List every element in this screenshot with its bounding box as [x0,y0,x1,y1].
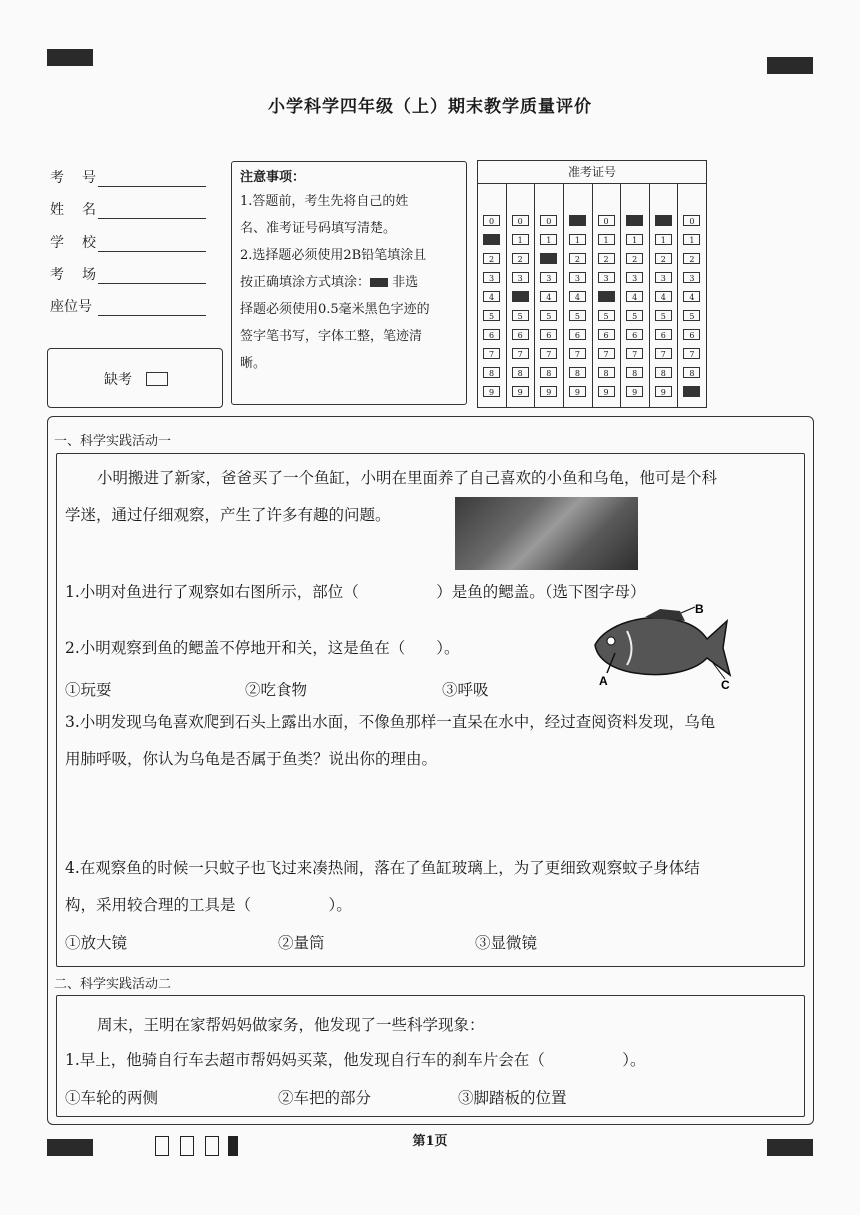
exam-id-bubble[interactable]: 5 [683,310,700,321]
section1-intro-line2: 学迷，通过仔细观察，产生了许多有趣的问题。 [65,506,391,524]
exam-id-bubble[interactable]: 7 [626,348,643,359]
q1-2-option-1: ①玩耍 [65,681,112,699]
registration-mark-top-left [47,49,93,66]
exam-id-bubble[interactable]: 5 [655,310,672,321]
exam-id-bubble[interactable]: 4 [569,291,586,302]
fish-tank-photo [455,497,638,570]
exam-id-bubble[interactable]: 7 [598,348,615,359]
exam-id-bubble[interactable]: 0 [655,215,672,226]
exam-id-bubble[interactable]: 7 [569,348,586,359]
exam-id-bubble[interactable]: 9 [683,386,700,397]
fill-example-swatch [370,278,388,287]
fish-label-b: B [695,603,704,616]
question-1-3-line1: 3.小明发现乌龟喜欢爬到石头上露出水面，不像鱼那样一直呆在水中，经过查阅资料发现，乌龟 [65,713,716,731]
exam-id-bubble[interactable]: 4 [483,291,500,302]
question-1-4-line2: 构，采用较合理的工具是（ ）。 [65,896,352,914]
exam-id-bubble[interactable]: 5 [483,310,500,321]
exam-id-bubble[interactable]: 8 [655,367,672,378]
info-field-exam-room[interactable]: 考 场 [50,264,206,284]
exam-id-bubble[interactable]: 5 [626,310,643,321]
exam-id-bubble[interactable]: 8 [598,367,615,378]
absent-checkbox[interactable] [146,372,168,386]
exam-id-bubble[interactable]: 2 [626,253,643,264]
exam-id-column-3 [535,184,564,407]
info-field-name[interactable]: 姓 名 [50,199,206,219]
section1-heading: 一、科学实践活动一 [54,434,172,449]
exam-id-bubble[interactable]: 6 [683,329,700,340]
exam-id-bubble[interactable]: 1 [512,234,529,245]
exam-id-column-5 [593,184,622,407]
exam-id-bubble[interactable]: 7 [655,348,672,359]
exam-id-bubble[interactable]: 2 [598,253,615,264]
fish-diagram [585,603,735,693]
fish-label-a: A [599,674,608,688]
exam-id-column-7 [650,184,679,407]
exam-id-bubble[interactable]: 4 [512,291,529,302]
q1-2-option-3: ③呼吸 [442,681,489,699]
exam-id-bubble[interactable]: 3 [626,272,643,283]
q1-3-answer-area[interactable] [65,782,795,842]
exam-id-bubble[interactable]: 3 [655,272,672,283]
exam-id-bubble[interactable]: 7 [540,348,557,359]
exam-id-bubble[interactable]: 2 [483,253,500,264]
q2-1-option-1: ①车轮的两侧 [65,1089,159,1107]
exam-id-column-1 [478,184,507,407]
absent-box [47,348,223,408]
exam-id-bubble[interactable]: 6 [655,329,672,340]
exam-id-bubble[interactable]: 0 [598,215,615,226]
q1-4-option-3: ③显微镜 [475,934,538,952]
exam-id-bubble[interactable]: 0 [569,215,586,226]
exam-id-bubble[interactable]: 4 [598,291,615,302]
exam-id-bubble[interactable]: 9 [540,386,557,397]
question-1-1: 1.小明对鱼进行了观察如右图所示，部位（ ）是鱼的鳃盖。（选下图字母） [65,583,646,601]
exam-id-bubble[interactable]: 9 [655,386,672,397]
exam-id-bubble[interactable]: 3 [569,272,586,283]
q1-2-option-2: ②吃食物 [245,681,308,699]
q1-4-option-2: ②量筒 [278,934,325,952]
exam-id-bubble[interactable]: 6 [540,329,557,340]
exam-id-bubble[interactable]: 9 [569,386,586,397]
exam-id-bubble[interactable]: 9 [483,386,500,397]
section2-heading: 二、科学实践活动二 [54,977,172,992]
exam-id-bubble[interactable]: 1 [626,234,643,245]
exam-id-bubble[interactable]: 1 [569,234,586,245]
exam-id-bubble[interactable]: 7 [512,348,529,359]
exam-id-column-8 [678,184,706,407]
exam-id-bubble[interactable]: 8 [569,367,586,378]
exam-id-bubble[interactable]: 8 [512,367,529,378]
exam-id-bubble[interactable]: 4 [683,291,700,302]
exam-id-bubble[interactable]: 9 [626,386,643,397]
exam-id-bubble[interactable]: 0 [540,215,557,226]
exam-id-bubble[interactable]: 2 [540,253,557,264]
absent-label: 缺考 [104,372,132,388]
exam-id-column-2 [507,184,536,407]
exam-id-bubble[interactable]: 6 [483,329,500,340]
question-1-2: 2.小明观察到鱼的鳃盖不停地开和关，这是鱼在（ ）。 [65,639,460,657]
exam-id-bubble[interactable]: 1 [655,234,672,245]
exam-id-bubble[interactable]: 4 [655,291,672,302]
exam-id-bubble[interactable]: 8 [540,367,557,378]
page-number: 第1页 [412,1134,448,1149]
exam-id-bubble[interactable]: 4 [540,291,557,302]
page-title: 小学科学四年级（上）期末教学质量评价 [268,97,592,117]
exam-id-bubble[interactable]: 9 [598,386,615,397]
exam-id-bubble[interactable]: 4 [626,291,643,302]
exam-id-bubble[interactable]: 3 [483,272,500,283]
exam-id-bubble[interactable]: 5 [569,310,586,321]
exam-id-bubble[interactable]: 3 [683,272,700,283]
section2-intro: 周末，王明在家帮妈妈做家务，他发现了一些科学现象： [97,1016,485,1034]
exam-id-bubble[interactable]: 3 [598,272,615,283]
fish-label-c: C [721,678,730,692]
exam-id-bubble[interactable]: 7 [483,348,500,359]
exam-id-bubble[interactable]: 1 [483,234,500,245]
exam-id-bubble[interactable]: 8 [683,367,700,378]
exam-id-bubble[interactable]: 0 [626,215,643,226]
exam-id-bubble[interactable]: 0 [483,215,500,226]
q2-1-option-2: ②车把的部分 [278,1089,372,1107]
exam-id-bubble[interactable]: 5 [540,310,557,321]
exam-id-bubble[interactable]: 8 [483,367,500,378]
exam-id-bubble[interactable]: 6 [512,329,529,340]
notice-heading: 注意事项： [240,170,306,185]
question-1-4-line1: 4.在观察鱼的时候一只蚊子也飞过来凑热闹，落在了鱼缸玻璃上，为了更细致观察蚊子身体结 [65,859,700,877]
exam-id-bubble[interactable]: 2 [569,253,586,264]
info-field-seat[interactable]: 座位号 [50,296,206,316]
exam-id-bubble[interactable]: 1 [540,234,557,245]
notice-box: 注意事项： 1.答题前，考生先将自己的姓 名、准考证号码填写清楚。 2.选择题必须使用2B铅笔填涂且 按正确填涂方式填涂： 非选 择题必须使用0.5毫米黑色字迹的 签字笔书写，字体工整，笔迹清 晰。 [231,161,467,405]
exam-id-bubble[interactable]: 0 [683,215,700,226]
exam-id-bubble[interactable]: 2 [512,253,529,264]
exam-id-grid [477,160,707,408]
info-field-exam-number[interactable]: 考 号 [50,167,206,187]
exam-id-bubble[interactable]: 5 [598,310,615,321]
exam-id-bubble[interactable]: 5 [512,310,529,321]
exam-id-bubble[interactable]: 2 [683,253,700,264]
exam-id-column-6 [621,184,650,407]
question-1-3-line2: 用肺呼吸，你认为乌龟是否属于鱼类？说出你的理由。 [65,750,438,768]
exam-id-title: 准考证号 [478,161,706,184]
exam-id-bubble[interactable]: 2 [655,253,672,264]
exam-id-bubble[interactable]: 9 [512,386,529,397]
exam-id-bubble[interactable]: 6 [569,329,586,340]
exam-id-bubble[interactable]: 8 [626,367,643,378]
exam-id-bubble[interactable]: 1 [598,234,615,245]
q2-1-option-3: ③脚踏板的位置 [458,1089,567,1107]
registration-mark-top-right [767,57,813,74]
question-2-1: 1.早上，他骑自行车去超市帮妈妈买菜，他发现自行车的刹车片会在（ ）。 [65,1051,646,1069]
exam-id-bubble[interactable]: 6 [598,329,615,340]
exam-id-bubble[interactable]: 6 [626,329,643,340]
section1-intro-line1: 小明搬进了新家，爸爸买了一个鱼缸，小明在里面养了自己喜欢的小鱼和乌龟，他可是个科 [97,469,718,487]
exam-id-bubble[interactable]: 3 [512,272,529,283]
exam-id-bubble[interactable]: 3 [540,272,557,283]
info-field-school[interactable]: 学 校 [50,232,206,252]
exam-id-bubble[interactable]: 0 [512,215,529,226]
q1-4-option-1: ①放大镜 [65,934,128,952]
exam-id-column-4 [564,184,593,407]
exam-id-bubble[interactable]: 1 [683,234,700,245]
exam-id-bubble[interactable]: 7 [683,348,700,359]
